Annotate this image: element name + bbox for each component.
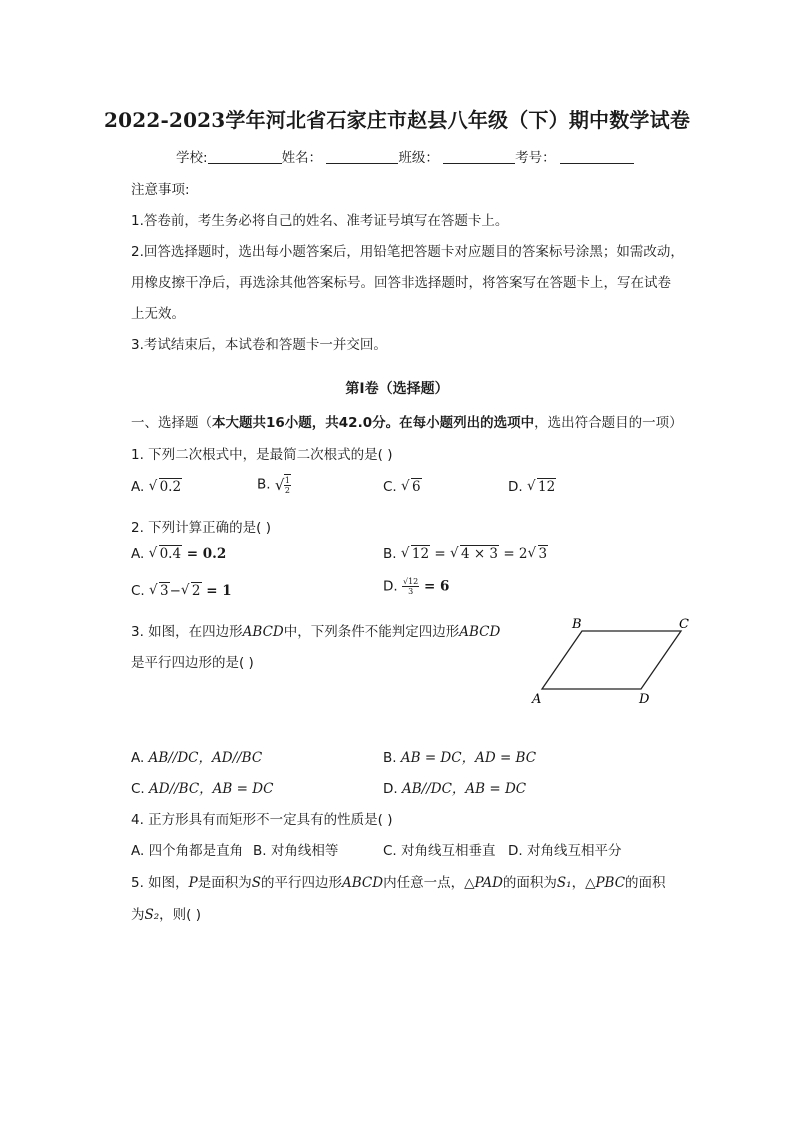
vertex-d-label: D — [639, 692, 650, 707]
q2-option-a[interactable]: A. √ 0.4 = 0.2 — [131, 546, 226, 562]
q2-option-d[interactable]: D. $\frac{√12}{3}$ = 6 — [383, 577, 450, 596]
q2-stem: 2. 下列计算正确的是( ) — [131, 520, 271, 536]
notes-line-2a: 2.回答选择题时，选出每小题答案后，用铅笔把答题卡对应题目的答案标号涂黑；如需改动， — [131, 244, 684, 260]
section-description: 一、选择题（本大题共16小题，共42.0分。在每小题列出的选项中，选出符合题目的一项） — [131, 415, 683, 431]
q1-option-b[interactable]: B. √ $\frac{1}{2}$ — [257, 476, 290, 495]
q3-stem-line-1: 3. 如图，在四边形ABCD中，下列条件不能判定四边形ABCD — [131, 624, 501, 640]
section-title: 第Ⅰ卷（选择题） — [345, 381, 449, 397]
exam-no-blank[interactable] — [560, 149, 634, 164]
school-label: 学校: — [176, 150, 208, 166]
q3-option-d[interactable]: D. AB//DC，AB = DC — [383, 781, 527, 797]
student-info-line — [176, 146, 634, 166]
q2-option-b[interactable]: B. √ 12 = √ 4 × 3 = 2√ 3 — [383, 546, 548, 562]
notes-line-2b: 用橡皮擦干净后，再选涂其他答案标号。回答非选择题时，将答案写在答题卡上，写在试卷 — [131, 275, 671, 291]
q1-option-a[interactable]: A. √ 0.2 — [131, 479, 182, 495]
notes-line-3: 3.考试结束后，本试卷和答题卡一并交回。 — [131, 337, 387, 353]
q3-stem-line-2: 是平行四边形的是( ) — [131, 655, 254, 671]
name-label: 姓名： — [281, 150, 323, 166]
class-blank[interactable] — [443, 149, 515, 164]
q1-stem: 1. 下列二次根式中，是最简二次根式的是( ) — [131, 447, 393, 463]
notes-heading: 注意事项: — [131, 182, 190, 198]
name-blank[interactable] — [326, 149, 398, 164]
q4-option-d[interactable]: D. 对角线互相平分 — [508, 843, 622, 859]
notes-line-2c: 上无效。 — [131, 306, 185, 322]
q5-stem-line-1: 5. 如图，P是面积为S的平行四边形ABCD内任意一点，△PAD的面积为S₁，△PBC的面积 — [131, 875, 666, 891]
page-title: 2022-2023学年河北省石家庄市赵县八年级（下）期中数学试卷 — [103, 108, 691, 132]
vertex-a-label: A — [532, 692, 542, 707]
q5-stem-line-2: 为S₂，则( ) — [131, 907, 201, 923]
school-blank[interactable] — [208, 149, 282, 164]
q4-option-a[interactable]: A. 四个角都是直角 — [131, 843, 244, 859]
q3-option-c[interactable]: C. AD//BC，AB = DC — [131, 781, 274, 797]
q3-option-a[interactable]: A. AB//DC，AD//BC — [131, 750, 263, 766]
q1-option-d[interactable]: D. √ 12 — [508, 479, 556, 495]
q1-option-c[interactable]: C. √ 6 — [383, 479, 422, 495]
q3-option-b[interactable]: B. AB = DC，AD = BC — [383, 750, 537, 766]
q4-stem: 4. 正方形具有而矩形不一定具有的性质是( ) — [131, 812, 393, 828]
q2-option-c[interactable]: C. √ 3−√ 2 = 1 — [131, 583, 232, 599]
parallelogram-figure — [525, 612, 695, 708]
parallelogram-abcd — [542, 631, 681, 689]
q4-option-c[interactable]: C. 对角线互相垂直 — [383, 843, 496, 859]
class-label: 班级： — [398, 150, 439, 166]
vertex-b-label: B — [572, 617, 582, 632]
vertex-c-label: C — [679, 617, 689, 632]
notes-line-1: 1.答卷前，考生务必将自己的姓名、准考证号填写在答题卡上。 — [131, 213, 509, 229]
exam-no-label: 考号： — [515, 150, 556, 166]
q4-option-b[interactable]: B. 对角线相等 — [253, 843, 339, 859]
